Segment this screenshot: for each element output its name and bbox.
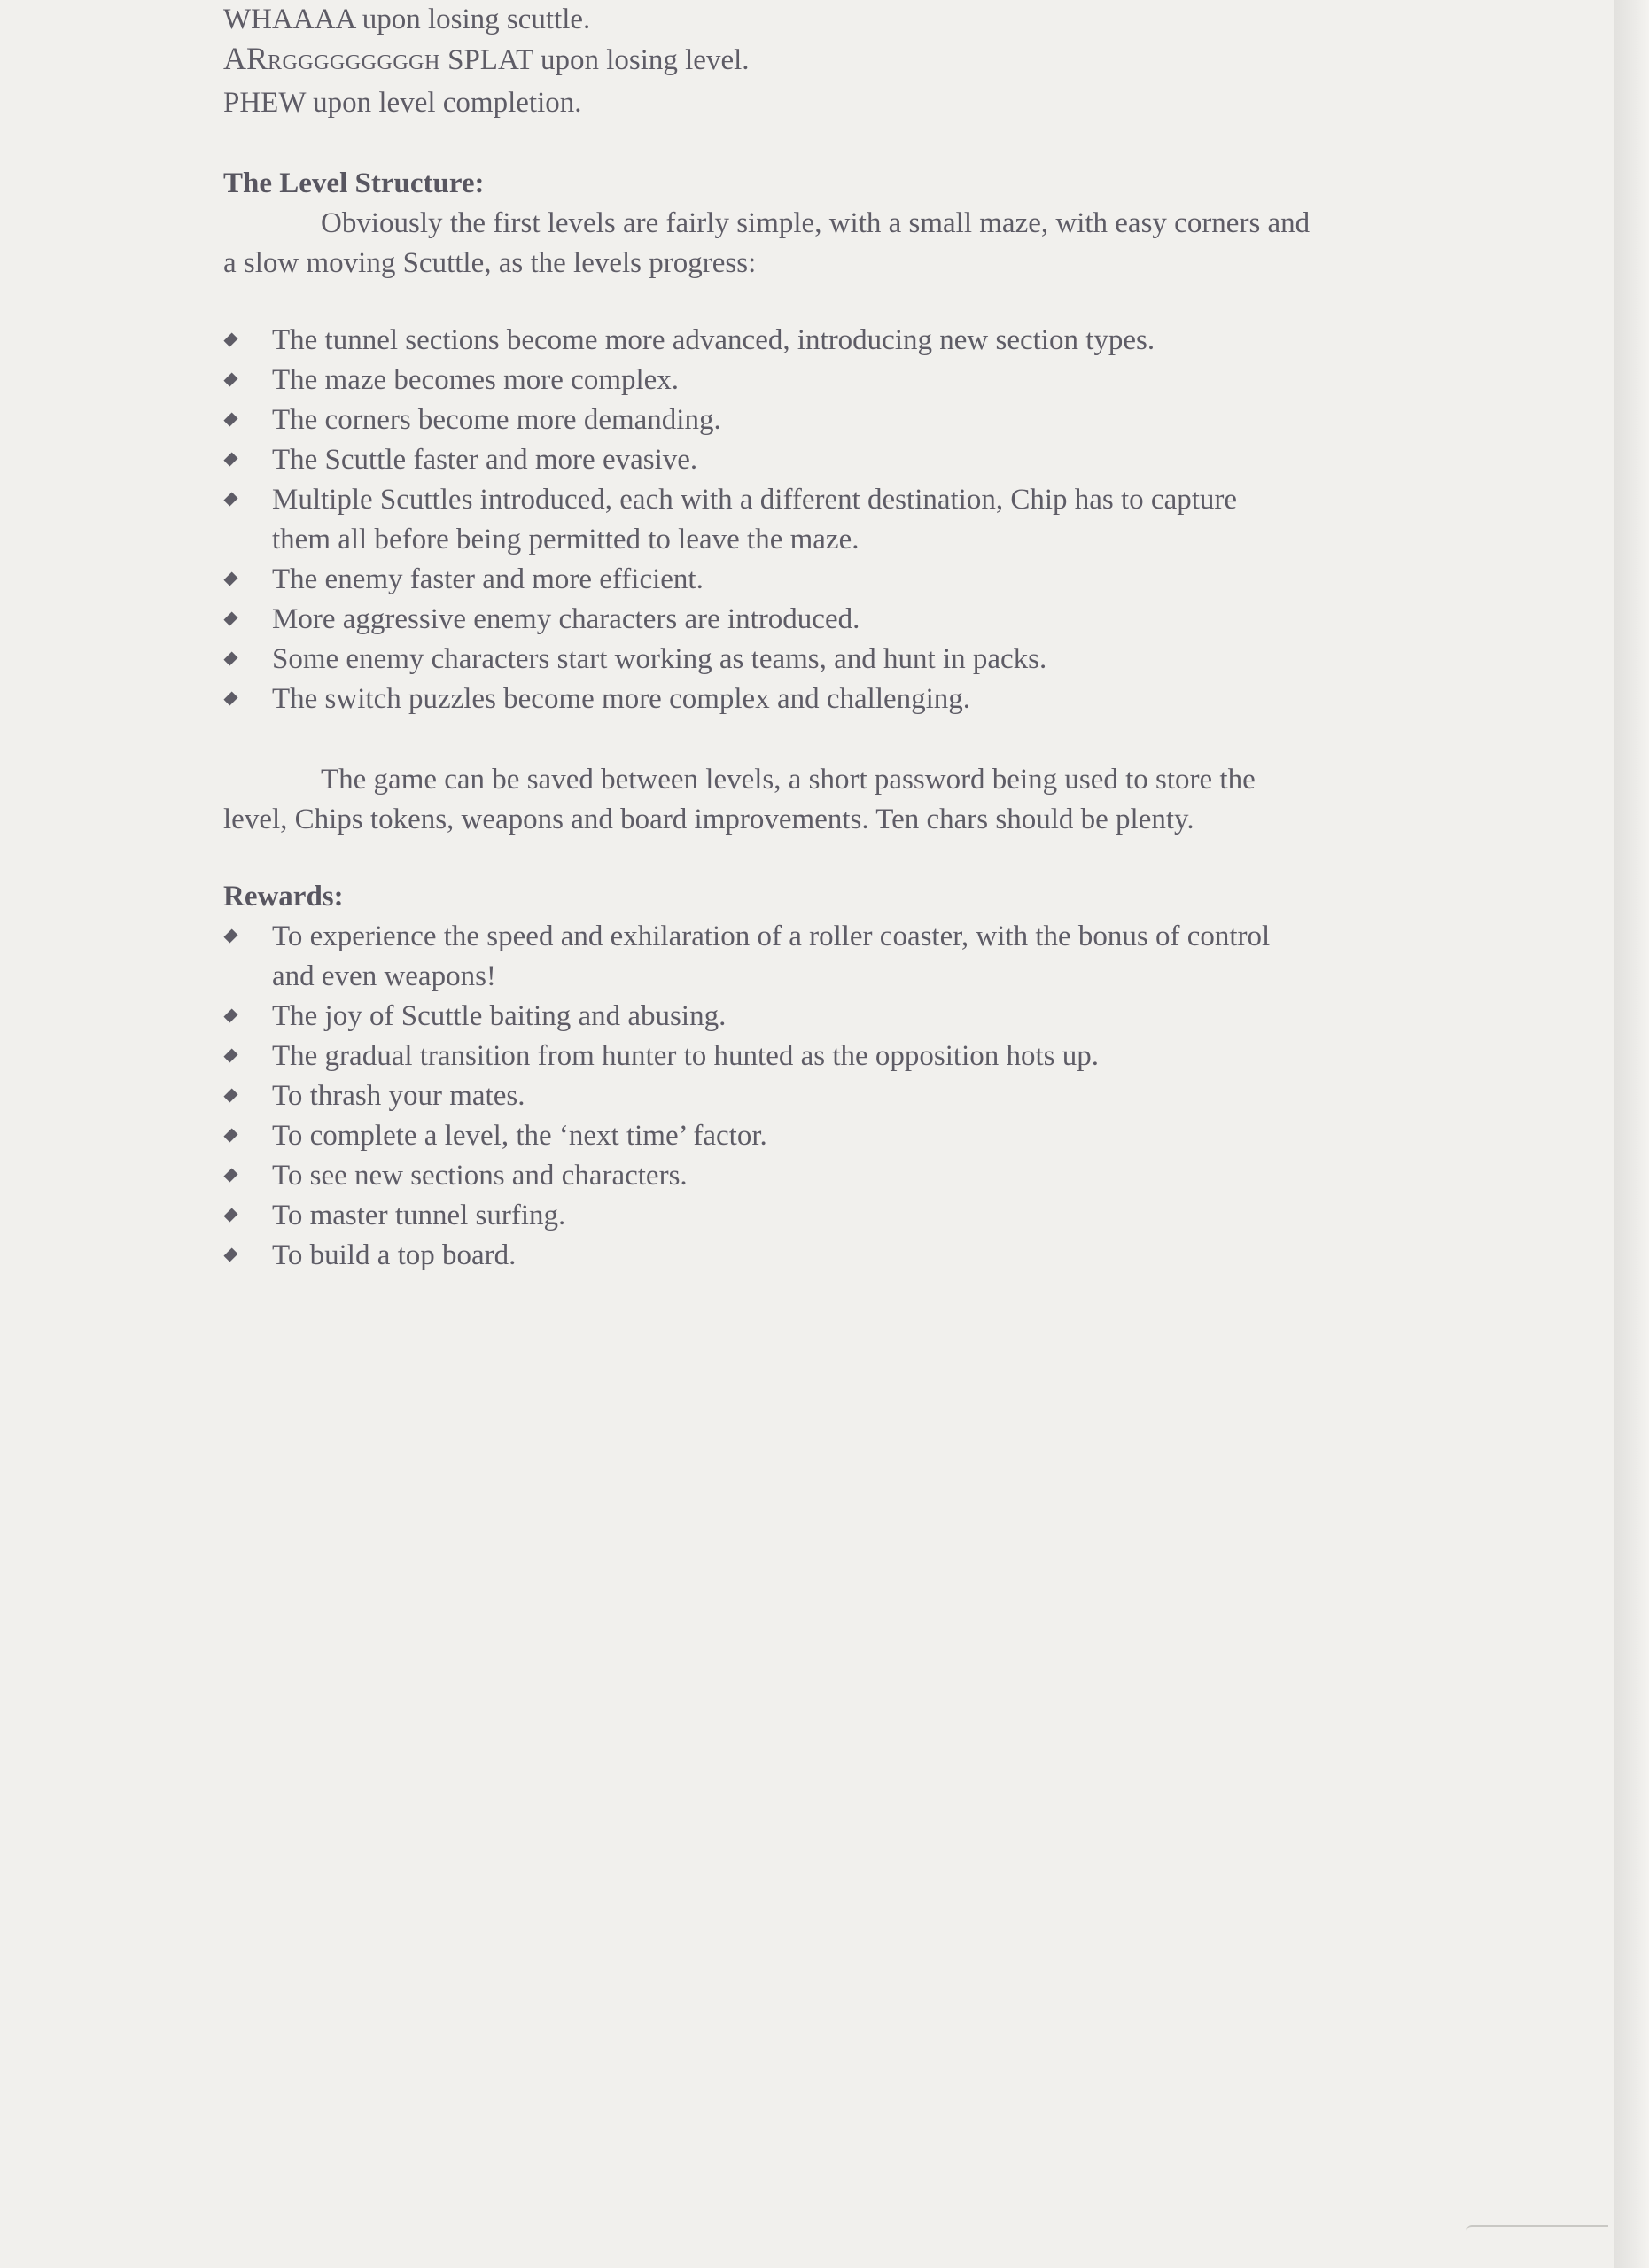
diamond-bullet-icon	[223, 571, 237, 586]
sound-big-letters: AR	[223, 41, 268, 76]
list-item: More aggressive enemy characters are introduced.	[223, 600, 1482, 640]
save-paragraph-1: The game can be saved between levels, a short password being used to store the	[321, 764, 1256, 796]
list-item: The enemy faster and more efficient.	[223, 560, 1482, 600]
diamond-bullet-icon	[223, 412, 237, 426]
diamond-bullet-icon	[223, 651, 237, 665]
diamond-bullet-icon	[223, 1008, 237, 1022]
list-item: To thrash your mates.	[223, 1076, 1482, 1116]
list-item: To master tunnel surfing.	[223, 1196, 1482, 1236]
diamond-bullet-icon	[223, 1247, 237, 1262]
list-item: The tunnel sections become more advanced, introducing new section types.	[223, 321, 1482, 361]
diamond-bullet-icon	[223, 492, 237, 506]
sound-small-letters: RGGGGGGGGGH	[268, 51, 440, 74]
level-structure-heading: The Level Structure:	[223, 167, 485, 199]
save-paragraph-2: level, Chips tokens, weapons and board improvements. Ten chars should be plenty.	[223, 804, 1194, 835]
diamond-bullet-icon	[223, 611, 237, 625]
scan-edge	[1614, 0, 1649, 2268]
level-structure-intro-1: Obviously the first levels are fairly simple, with a small maze, with easy corners and	[321, 207, 1311, 239]
list-item: To complete a level, the ‘next time’ factor.	[223, 1116, 1482, 1156]
diamond-bullet-icon	[223, 1168, 237, 1182]
document-body	[223, 0, 1482, 1276]
list-item: The joy of Scuttle baiting and abusing.	[223, 997, 1482, 1037]
sound-line-level-completion: PHEW upon level completion.	[223, 87, 582, 119]
sound-line-rest: SPLAT upon losing level.	[439, 44, 750, 76]
diamond-bullet-icon	[223, 928, 237, 943]
list-item: The corners become more demanding.	[223, 400, 1482, 440]
list-item: The gradual transition from hunter to hunted as the opposition hots up.	[223, 1037, 1482, 1076]
diamond-bullet-icon	[223, 1088, 237, 1102]
list-item: To see new sections and characters.	[223, 1156, 1482, 1196]
list-item: To experience the speed and exhilaration of a roller coaster, with the bonus of control and even weapons!	[223, 917, 1482, 997]
list-item: Multiple Scuttles introduced, each with a different destination, Chip has to capture them all before being permitted to leave the maze.	[223, 480, 1482, 560]
list-item: To build a top board.	[223, 1236, 1482, 1276]
rewards-heading: Rewards:	[223, 881, 344, 913]
diamond-bullet-icon	[223, 332, 237, 346]
diamond-bullet-icon	[223, 691, 237, 705]
list-item: Some enemy characters start working as teams, and hunt in packs.	[223, 640, 1482, 680]
level-structure-intro-2: a slow moving Scuttle, as the levels progress:	[223, 247, 757, 279]
list-item: The switch puzzles become more complex and challenging.	[223, 680, 1482, 719]
rewards-list	[223, 917, 1482, 1276]
diamond-bullet-icon	[223, 452, 237, 466]
page-corner-fold	[1466, 2225, 1608, 2264]
level-structure-list	[223, 321, 1482, 719]
sound-line-losing-level	[223, 39, 1482, 83]
diamond-bullet-icon	[223, 1128, 237, 1142]
diamond-bullet-icon	[223, 1048, 237, 1062]
diamond-bullet-icon	[223, 372, 237, 386]
sound-line-losing-scuttle: WHAAAA upon losing scuttle.	[223, 4, 591, 35]
diamond-bullet-icon	[223, 1208, 237, 1222]
list-item: The maze becomes more complex.	[223, 361, 1482, 400]
list-item: The Scuttle faster and more evasive.	[223, 440, 1482, 480]
